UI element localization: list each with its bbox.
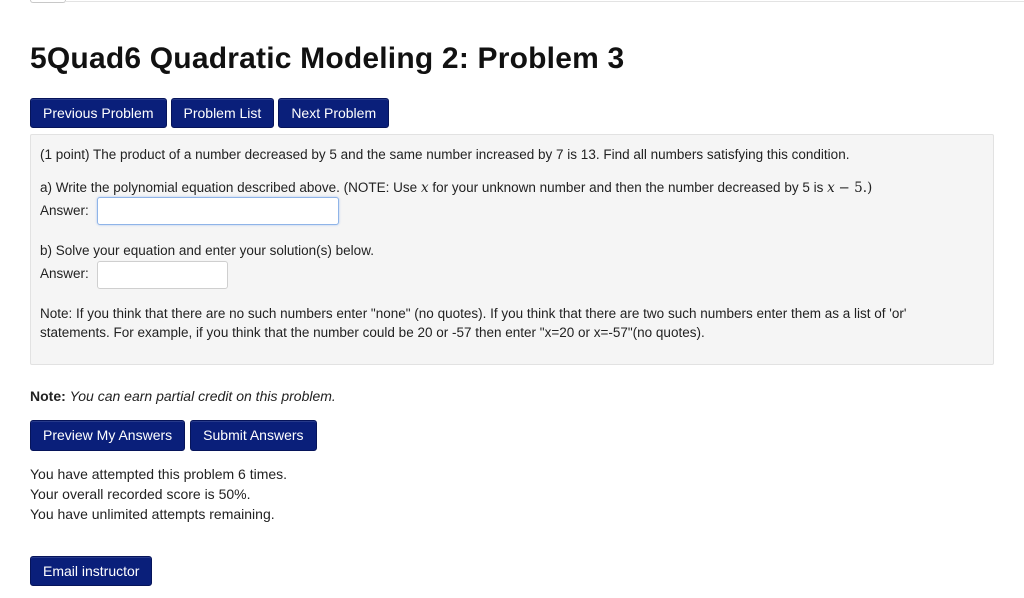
answer-a-label: Answer: [40, 203, 89, 218]
top-divider [66, 1, 1024, 2]
next-problem-button[interactable]: Next Problem [278, 98, 389, 128]
attempts-remaining-text: You have unlimited attempts remaining. [30, 506, 275, 522]
part-a-variable: x [420, 180, 429, 196]
attempts-count-text: You have attempted this problem 6 times. [30, 466, 288, 482]
email-instructor-button[interactable]: Email instructor [30, 556, 152, 586]
previous-problem-button[interactable]: Previous Problem [30, 98, 167, 128]
answer-format-note-line1: Note: If you think that there are no such numbers enter "none" (no quotes). If you think that there are two such numbers enter them as a list of 'or' [40, 306, 907, 321]
partial-credit-label: Note: [30, 388, 66, 404]
recorded-score-text: Your overall recorded score is 50%. [30, 486, 251, 502]
part-a-expr-variable: x [827, 180, 835, 196]
problem-list-button[interactable]: Problem List [171, 98, 275, 128]
problem-nav [30, 98, 389, 128]
tab-edge [30, 0, 66, 3]
part-a-instructions [40, 180, 872, 196]
problem-intro: (1 point) The product of a number decreased by 5 and the same number increased by 7 is 13. Find all numbers satisfying this condition. [40, 147, 850, 162]
answer-format-note-line2: statements. For example, if you think that the number could be 20 or -57 then enter "x=20 or x=-57"(no quotes). [40, 325, 705, 340]
partial-credit-text: You can earn partial credit on this problem. [69, 388, 336, 404]
partial-credit-note [30, 388, 336, 404]
answer-b-label: Answer: [40, 266, 89, 281]
problem-body [30, 134, 994, 365]
answer-a-input[interactable] [97, 197, 339, 225]
part-b-instructions: b) Solve your equation and enter your solution(s) below. [40, 243, 374, 258]
top-tab-strip [0, 0, 1024, 3]
attempt-status [30, 464, 287, 524]
part-a-text: a) Write the polynomial equation described above. (NOTE: Use [40, 180, 418, 195]
preview-answers-button[interactable]: Preview My Answers [30, 420, 185, 451]
page-title: 5Quad6 Quadratic Modeling 2: Problem 3 [30, 42, 625, 75]
submit-answers-button[interactable]: Submit Answers [190, 420, 316, 451]
answer-actions [30, 420, 317, 451]
part-a-mid-text: for your unknown number and then the number decreased by 5 is [432, 180, 824, 195]
answer-b-input[interactable] [97, 261, 228, 289]
part-a-expr-rest: − 5.) [838, 180, 873, 196]
